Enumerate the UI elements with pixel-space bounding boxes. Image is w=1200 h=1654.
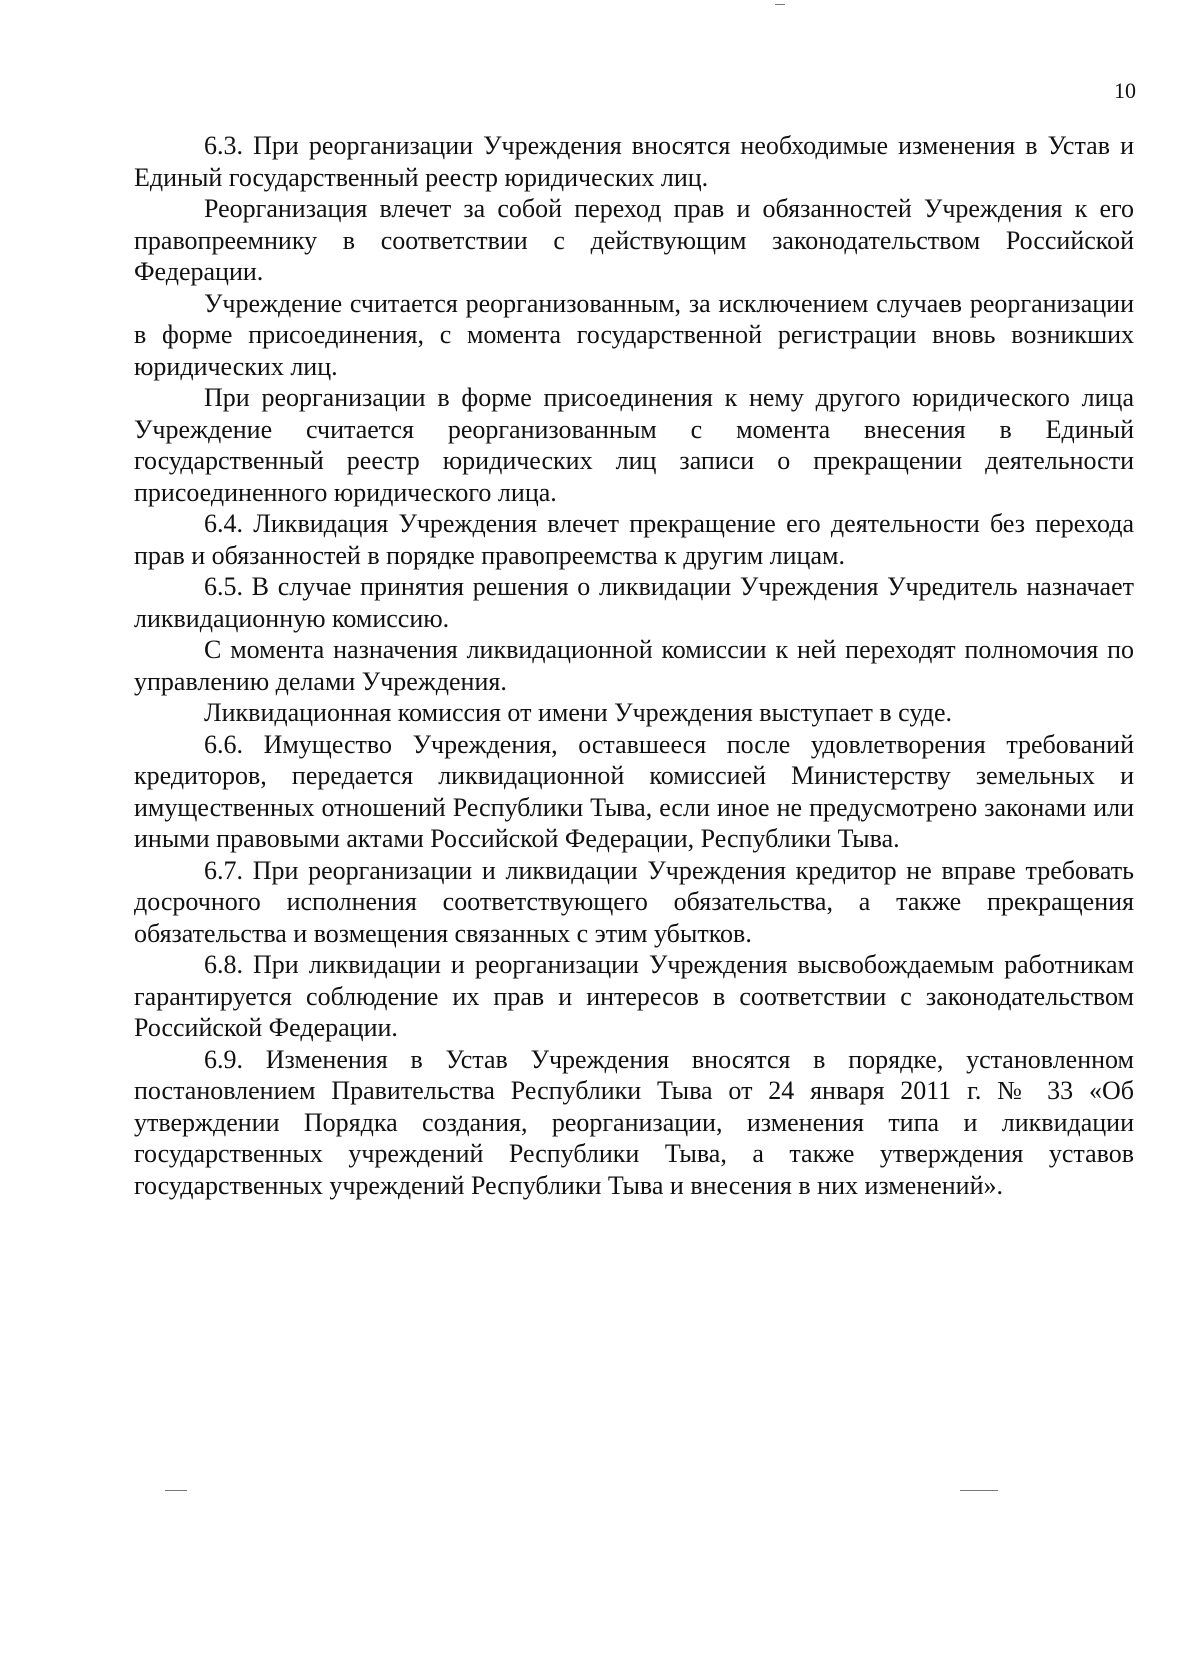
scan-artifact-bottom-left	[165, 1490, 187, 1491]
paragraph-6-9: 6.9. Изменения в Устав Учреждения вносятся в порядке, установленном постановлением Правительства Республики Тыва от 24 января 2011 г. № 33 «Об утверждении Порядка создания, реорганизации, изменения типа и ликвидации государственных учреждений Республики Тыва, а также утверждения уставов государственных учреждений Республики Тыва и внесения в них изменений».	[134, 1044, 1134, 1200]
paragraph-6-7: 6.7. При реорганизации и ликвидации Учреждения кредитор не вправе требовать досрочного исполнения соответствующего обязательства, а также прекращения обязательства и возмещения связанных с этим убытков.	[134, 855, 1134, 948]
page-number: 10	[1114, 78, 1136, 103]
paragraph-reorganization-moment: Учреждение считается реорганизованным, за исключением случаев реорганизации в форме присоединения, с момента государственной регистрации вновь возникших юридических лиц.	[134, 288, 1134, 381]
document-body	[134, 130, 1134, 1201]
paragraph-commission-court: Ликвидационная комиссия от имени Учреждения выступает в суде.	[204, 698, 952, 727]
paragraph-6-3: 6.3. При реорганизации Учреждения вносятся необходимые изменения в Устав и Единый государственный реестр юридических лиц.	[134, 131, 1134, 192]
paragraph-reorganization-merger: При реорганизации в форме присоединения к нему другого юридического лица Учреждение считается реорганизованным с момента внесения в Единый государственный реестр юридических лиц записи о прекращении деятельности присоединенного юридического лица.	[134, 383, 1134, 507]
paragraph-6-8: 6.8. При ликвидации и реорганизации Учреждения высвобождаемым работникам гарантируется соблюдение их прав и интересов в соответствии с законодательством Российской Федерации.	[134, 950, 1134, 1042]
paragraph-6-4: 6.4. Ликвидация Учреждения влечет прекращение его деятельности без перехода прав и обязанностей в порядке правопреемства к другим лицам.	[134, 509, 1134, 570]
scan-artifact-bottom-right	[960, 1490, 998, 1491]
paragraph-6-6: 6.6. Имущество Учреждения, оставшееся после удовлетворения требований кредиторов, передается ликвидационной комиссией Министерству земельных и имущественных отношений Республики Тыва, если иное не предусмотрено законами или иными правовыми актами Российской Федерации, Республики Тыва.	[134, 729, 1134, 853]
paragraph-reorganization-transfer: Реорганизация влечет за собой переход прав и обязанностей Учреждения к его правопреемнику в соответствии с действующим законодательством Российской Федерации.	[134, 194, 1134, 286]
paragraph-commission-powers: С момента назначения ликвидационной комиссии к ней переходят полномочия по управлению делами Учреждения.	[134, 635, 1134, 696]
paragraph-6-5: 6.5. В случае принятия решения о ликвидации Учреждения Учредитель назначает ликвидационную комиссию.	[134, 572, 1134, 633]
scan-artifact-top	[775, 4, 785, 5]
